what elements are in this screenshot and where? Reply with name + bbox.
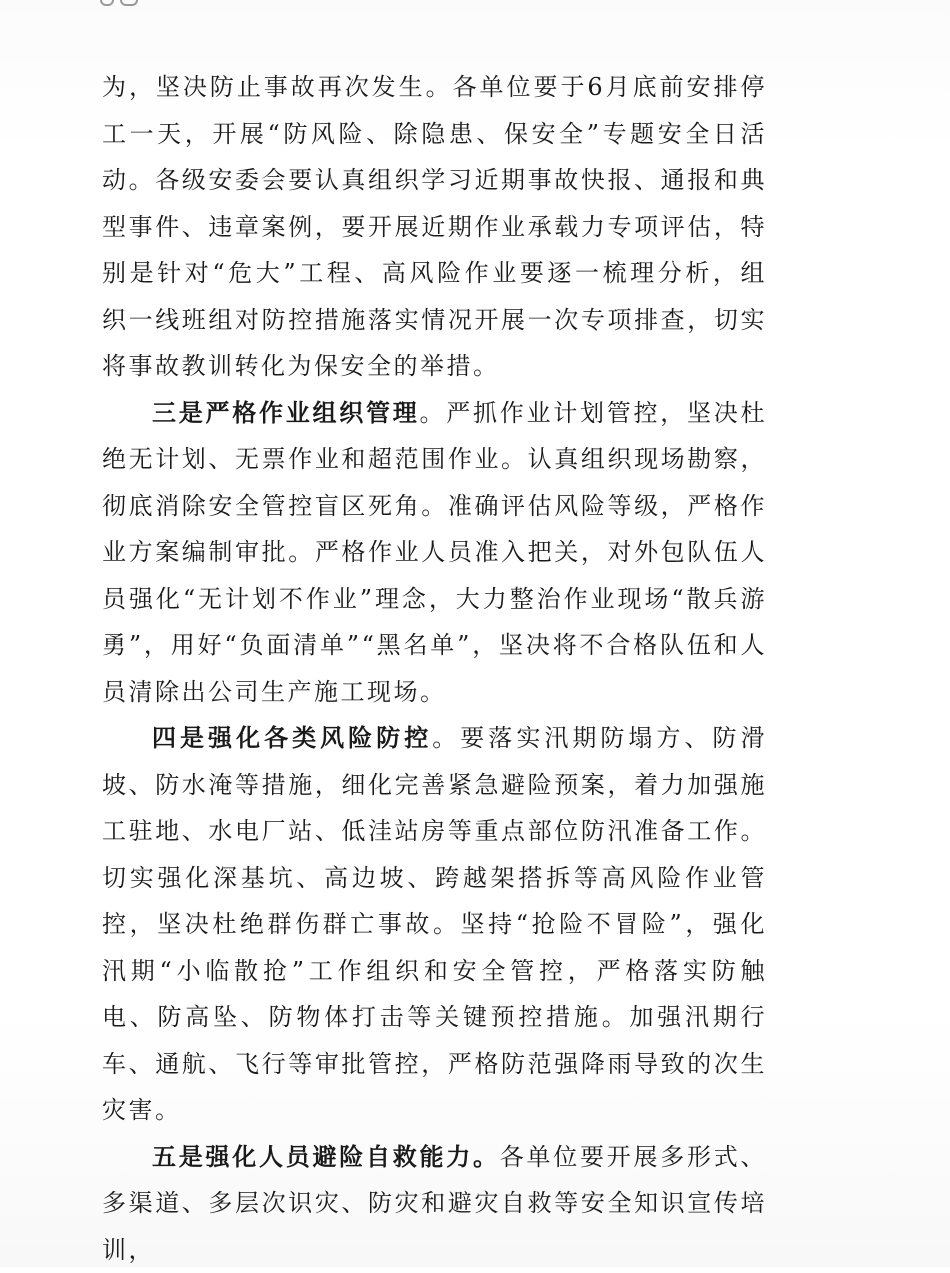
paragraph-item-four [102,715,767,1134]
paragraph-continued [102,64,767,390]
paragraph-heading: 四是强化各类风险防控 [152,723,432,752]
paragraph-item-three [102,390,767,716]
page-header-mark [100,0,160,8]
document-body [102,64,767,1273]
paragraph-text: 。要落实汛期防塌方、防滑坡、防水淹等措施，细化完善紧急避险预案，着力加强施工驻地、水电厂站、低洼站房等重点部位防汛准备工作。切实强化深基坑、高边坡、跨越架搭拆等高风险作业管控，坚决杜绝群伤群亡事故。坚持“抢险不冒险”，强化汛期“小临散抢”工作组织和安全管控，严格落实防触电、防高坠、防物体打击等关键预控措施。加强汛期行车、通航、飞行等审批管控，严格防范强降雨导致的次生灾害。 [102,724,767,1124]
paragraph-text: 。严抓作业计划管控，坚决杜绝无计划、无票作业和超范围作业。认真组织现场勘察，彻底消除安全管控盲区死角。准确评估风险等级，严格作业方案编制审批。严格作业人员准入把关，对外包队伍人员强化“无计划不作业”理念，大力整治作业现场“散兵游勇”，用好“负面清单”“黑名单”，坚决将不合格队伍和人员清除出公司生产施工现场。 [102,399,767,706]
paragraph-text: 各单位要开展多形式、多渠道、多层次识灾、防灾和避灾自救等安全知识宣传培训， [102,1143,767,1264]
paragraph-heading: 五是强化人员避险自救能力。 [152,1142,500,1171]
paragraph-item-five [102,1134,767,1273]
paragraph-text: 为，坚决防止事故再次发生。各单位要于6月底前安排停工一天，开展“防风险、除隐患、保安全”专题安全日活动。各级安委会要认真组织学习近期事故快报、通报和典型事件、违章案例，要开展近期作业承载力专项评估，特别是针对“危大”工程、高风险作业要逐一梳理分析，组织一线班组对防控措施落实情况开展一次专项排查，切实将事故教训转化为保安全的举措。 [102,73,767,380]
header-mark-stroke [120,0,138,6]
paragraph-heading: 三是严格作业组织管理 [152,398,420,427]
header-mark-stroke [100,0,114,6]
